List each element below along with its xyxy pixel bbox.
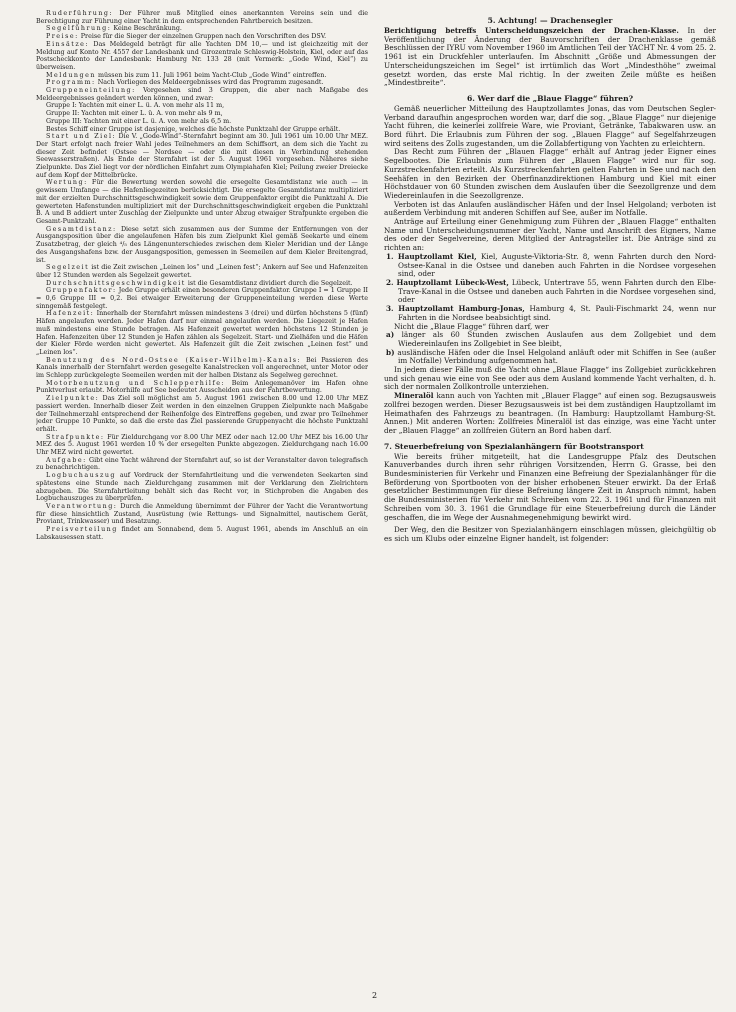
group-item: Bestes Schiff einer Gruppe ist dasjenige, welches die höchste Punktzahl der Gruppe erhält. <box>46 125 341 133</box>
section-7-para-2: Der Weg, den die Besitzer von Spezialanhängern einschlagen müssen, gleichgültig ob es sich um Klubs oder einzelne Eigner handelt, ist folgender: <box>384 525 716 543</box>
regulation-paragraph <box>36 357 368 380</box>
paragraph-text: Die V. „Gode-Wind“-Sternfahrt beginnt am 30. Juli 1961 um 10.00 Uhr MEZ. Der Start erfolgt nach freier Wahl jedes Teilnehmers an dem Schiffsort, an dem sich die Yacht zu dieser Zeit befindet (Ostsee — Nordsee — oder die mit diesen in Verbindung stehenden Seewasserstraßen). Als Ende der Sternfahrt ist der 5. August 1961 vorgesehen. Näheres siehe Zielpunkte. Das Ziel liegt vor der nördlichen Einfahrt zum Olympiahafen Kiel; Peilung zweier Dreiecke auf dem Kopf der Mittelbrücke. <box>36 133 368 179</box>
section-6-para-1: Gemäß neuerlicher Mitteilung des Hauptzollamtes Jonas, das vom Deutschen Segler-Verband daraufhin angesprochen worden war, darf die sog. „Blaue Flagge“ nur diejenige Yacht führen, die keinerlei zollfreie Ware, wie Proviant, Getränke, Tabakwaren usw. an Bord führt. Die Erlaubnis zum Führen der sog. „Blauen Flagge“ auf Segelfahrzeugen wird seitens des Zolls zugestanden, um die Zollabfertigung von Yachten zu erleichtern. <box>384 103 716 148</box>
section-6-para-3: Verboten ist das Anlaufen ausländischer Häfen und der Insel Helgoland; verboten ist außerdem Verbindung mit anderen Schiffen auf See, außer im Notfalle. <box>384 199 716 218</box>
paragraph-text: Der Führer muß Mitglied eines anerkannten Vereins sein und die Berechtigung zur Führung einer Yacht in dem entsprechenden Fahrtbereich besitzen. <box>36 10 368 25</box>
paragraph-title: Einsätze: <box>46 40 90 48</box>
regulation-paragraph <box>36 526 368 541</box>
mineraloel-lead: Mineralöl <box>394 391 434 401</box>
paragraph-text: Vorgesehen sind 3 Gruppen, die aber nach Maßgabe des Meldeergebnisses geändert werden können, und zwar: <box>36 87 368 102</box>
regulation-paragraph <box>36 310 368 356</box>
list-text: länger als 60 Stunden zwischen Auslaufen aus dem Zollgebiet und dem Wiedereinlaufen ins Zollgebiet in See bleibt, <box>398 330 716 348</box>
customs-office-list <box>384 253 716 323</box>
paragraph-title: Gesamtdistanz: <box>46 225 117 233</box>
condition-list <box>384 331 716 366</box>
paragraph-text: Nach Vorliegen des Meldeergebnisses wird das Programm zugesandt. <box>97 79 324 87</box>
list-text: Kiel, Auguste-Viktoria-Str. 8, wenn Fahrten durch den Nord-Ostsee-Kanal in die Ostsee und daneben auch Fahrten in die Nordsee vorgesehen sind, oder <box>398 251 716 279</box>
paragraph-title: Segelzeit <box>46 264 90 272</box>
regulation-paragraph <box>36 25 368 33</box>
regulation-paragraph <box>36 79 368 87</box>
section-7-para-1: Wie bereits früher mitgeteilt, hat die Landesgruppe Pfalz des Deutschen Kanuverbandes durch ihren sehr rührigen Vorsitzenden, Herrn G. Grasse, bei den Bundesministerien für Verkehr und Finanzen eine Befreiung der Spezialanhänger für die Beförderung von Sportbooten von der bisher erhobenen Steuer erwirkt. Da der Erlaß gesetzlicher Bestimmungen für diese Befreiung längere Zeit in Anspruch nimmt, haben die Bundesministerien für Verkehr mit Schreiben vom 22. 3. 1961 und für Finanzen mit Schreiben vom 30. 3. 1961 die Grundlage für eine Steuerbefreiung durch die Länder geschaffen, die im Wege der Ausnahmegenehmigung bewirkt wird. <box>384 451 716 522</box>
regulation-paragraph <box>36 395 368 434</box>
section-5-text: In der Veröffentlichung der Änderung der Bauvorschriften der Drachenklasse gemäß Beschlüssen der IYRU vom November 1960 im Amtlichen Teil der YACHT Nr. 4 vom 25. 2. 1961 ist ein Druckfehler unterlaufen. Im Abschnitt „Größe und Abmessungen der Unterscheidungszeichen im Segel“ ist irrtümlich das Wort „Mindesthöhe“ zweimal gesetzt worden, das erste Mal richtig. In der zweiten Zeile müßte es heißen „Mindestbreite“. <box>384 26 716 88</box>
regulation-paragraph <box>36 264 368 279</box>
two-column-layout <box>36 10 716 985</box>
paragraph-title: Start und Ziel: <box>46 133 117 141</box>
regulation-paragraph <box>36 133 368 179</box>
regulations-part1 <box>36 10 368 102</box>
list-number: b) <box>386 347 395 357</box>
section-6-para-7: kann auch von Yachten mit „Blauer Flagge“ auf einen sog. Bezugsausweis zollfrei bezogen werden. Dieser Bezugsausweis ist bei dem zuständigen Hauptzollamt im Heimathafen des Fahrzeugs zu beantragen. (In Hamburg: Hauptzollamt Hamburg-St. Annen.) Mit anderen Worten: Zollfreies Mineralöl ist das einzige, was eine Yacht unter der „Blauen Flagge“ an zollfreien Gütern an Bord haben darf. <box>384 391 716 435</box>
paragraph-text: Innerhalb der Sternfahrt müssen mindestens 3 (drei) und dürfen höchstens 5 (fünf) Häfen angelaufen werden. Jeder Hafen darf nur einmal angelaufen werden. Die Liegezeit je Hafen muß mindestens eine Stunde betragen. Als Hafenzeit gewertet werden höchstens 12 Stunden je Hafen. Hafenzeiten über 12 Stunden je Hafen zählen als Segelzeit. Start- und Zielhäfen und die Häfen der Kieler Förde werden nicht gewertet. Als Hafenzeit gilt die Zeit zwischen „Leinen fest“ und „Leinen los“. <box>36 310 368 356</box>
list-item <box>384 305 716 322</box>
list-item <box>384 279 716 305</box>
paragraph-title: Wertung: <box>46 179 88 187</box>
paragraph-title: Strafpunkte: <box>46 433 105 441</box>
list-number: a) <box>386 330 395 340</box>
paragraph-text: Keine Beschränkung. <box>113 25 182 33</box>
paragraph-title: Hafenzeit: <box>46 310 95 318</box>
list-item <box>384 331 716 348</box>
group-item: Gruppe II: Yachten mit einer L. ü. A. von mehr als 9 m, <box>46 110 223 118</box>
paragraph-title: Gruppeneinteilung: <box>46 87 136 95</box>
list-number: 1. <box>386 251 394 261</box>
paragraph-text: Preise für die Sieger der einzelnen Gruppen nach den Vorschriften des DSV. <box>80 33 327 41</box>
office-name: Hauptzollamt Hamburg-Jonas, <box>398 304 525 314</box>
paragraph-title: Aufgabe: <box>46 456 87 464</box>
right-column <box>384 10 716 985</box>
regulation-paragraph <box>36 226 368 265</box>
paragraph-text: Durch die Anmeldung übernimmt der Führer der Yacht die Verantwortung für diese hinsichtlich Zustand, Ausrüstung (wie Rettungs- und Signalmittel, nautischem Gerät, Proviant, Trinkwasser) und Besatzung. <box>36 503 368 526</box>
paragraph-title: Preise: <box>46 33 79 41</box>
paragraph-text: ist die Gesamtdistanz dividiert durch die Segelzeit. <box>187 279 353 287</box>
paragraph-text: müssen bis zum 11. Juli 1961 beim Yacht-Club „Gode Wind“ eintreffen. <box>97 71 327 79</box>
section-6-para-4: Anträge auf Erteilung einer Genehmigung zum Führen der „Blauen Flagge“ enthalten Name und Unterscheidungsnummer der Yacht, Name und Anschrift des Eigners, Name des oder der Segelvereine, deren Mitglied der Antragsteller ist. Die Anträge sind zu richten an: <box>384 217 716 253</box>
regulation-paragraph <box>36 10 368 25</box>
section-6-para-6: In jedem dieser Fälle muß die Yacht ohne „Blaue Flagge“ ins Zollgebiet zurückkehren und sich genau wie eine von See oder aus dem Ausland kommende Yacht verhalten, d. h. sich der normalen Zollkontrolle unterziehen. <box>384 365 716 392</box>
list-number: 2. <box>386 277 394 287</box>
paragraph-title: Ruderführung: <box>46 10 114 17</box>
paragraph-text: Diese setzt sich zusammen aus der Summe der Entfernungen von der Ausgangsposition über die angelaufenen Häfen bis zum Zielpunkt Kiel gemäß Seekarte und einem Zusatzbetrag, der gleich ⁴/₅ des Längenunterschiedes zwischen dem Kieler Meridian und der Länge des Ausgangshafens bzw. der Ausgangsposition, gemessen in Seemeilen auf dem Kieler Breitengrad, ist. <box>36 225 368 264</box>
regulation-paragraph <box>36 287 368 310</box>
section-6-para-2: Das Recht zum Führen der „Blauen Flagge“ erhält auf Antrag jeder Eigner eines Segelbootes. Die Erlaubnis zum Führen der „Blauen Flagge“ wird nur für sog. Kurzstreckenfahrten erteilt. Als Kurzstreckenfahrten gelten Fahrten in See und nach den Seehäfen in den Bezirken der Oberfinanzdirektionen Hamburg und Kiel mit einer Höchstdauer von 60 Stunden zwischen dem Auslaufen über die Seezollgrenze und dem Wiedereinlaufen in die Seezollgrenze. <box>384 147 716 200</box>
paragraph-title: Segelführung: <box>46 25 112 33</box>
paragraph-text: Das Ziel soll möglichst am 5. August 1961 zwischen 8.00 und 12.00 Uhr MEZ passiert werden. Innerhalb dieser Zeit werden in den einzelnen Gruppen Zielpunkte nach Maßgabe der Teilnehmerzahl entsprechend der Reihenfolge des Eintreffens gegeben, und zwar pro Teilnehmer jeder Gruppe 10 Punkte, so daß die erste das Ziel passierende Gruppenyacht die höchste Punktzahl erhält. <box>36 395 368 433</box>
paragraph-title: Motorbenutzung und Schlepperhilfe: <box>46 379 226 387</box>
list-number: 3. <box>386 304 394 314</box>
regulation-paragraph <box>36 179 368 225</box>
left-column <box>36 10 368 985</box>
regulation-paragraph <box>36 434 368 457</box>
paragraph-text: Bei Passieren des Kanals innerhalb der Sternfahrt werden gesegelte Kanalstrecken voll angerechnet, unter Motor oder im Schlepp zurückgelegte Seemeilen werden mit der halben Distanz als Segelweg gerechnet. <box>36 356 368 380</box>
paragraph-title: Programm: <box>46 79 96 87</box>
regulation-paragraph <box>36 33 368 41</box>
regulation-paragraph <box>36 41 368 72</box>
list-item <box>384 253 716 279</box>
paragraph-title: Benutzung des Nord-Ostsee (Kaiser-Wilhelm)-Kanals: <box>46 356 302 364</box>
paragraph-title: Meldungen <box>46 71 96 79</box>
regulation-paragraph <box>36 472 368 503</box>
list-text: Lübeck, Untertrave 55, wenn Fahrten durch den Elbe-Trave-Kanal in die Ostsee und daneben auch Fahrten in die Nordsee vorgesehen sind, oder <box>398 277 716 305</box>
paragraph-text: ist die Zeit zwischen „Leinen los“ und „Leinen fest“; Ankern auf See und Hafenzeiten über 12 Stunden werden als Segelzeit gewertet. <box>36 264 368 279</box>
list-item <box>384 349 716 366</box>
regulation-paragraph <box>36 503 368 526</box>
group-list <box>36 102 368 133</box>
group-item: Gruppe III: Yachten mit einer L. ü. A. von mehr als 6,5 m. <box>46 117 232 125</box>
section-7-title: 7. Steuerbefreiung von Spezialanhängern für Bootstransport <box>384 441 644 451</box>
paragraph-title: Zielpunkte: <box>46 395 100 403</box>
section-5-subtitle: Berichtigung betreffs Unterscheidungszeichen der Drachen-Klasse. <box>384 26 679 35</box>
regulation-paragraph <box>36 87 368 102</box>
paragraph-text: Das Meldegeld beträgt für alle Yachten DM 10,— und ist gleichzeitig mit der Meldung auf Konto Nr. 4557 der Landesbank und Girozentrale Schleswig-Holstein, Kiel, oder auf das Postscheckkonto der Landesbank: Hamburg Nr. 133 28 (mit Vermerk: „Gode Wind, Kiel“) zu überweisen. <box>36 40 368 71</box>
paragraph-title: Durchschnittsgeschwindigkeit <box>46 279 186 287</box>
paragraph-title: Gruppenfaktor: <box>46 287 117 295</box>
office-name: Hauptzollamt Lübeck-West, <box>396 277 509 287</box>
group-item: Gruppe I: Yachten mit einer L. ü. A. von mehr als 11 m, <box>46 102 225 110</box>
paragraph-text: Gibt eine Yacht während der Sternfahrt auf, so ist der Veranstalter davon telegrafisch zu benachrichtigen. <box>36 456 368 472</box>
section-6-title: 6. Wer darf die „Blaue Flagge“ führen? <box>466 93 634 103</box>
regulation-paragraph <box>36 380 368 395</box>
paragraph-title: Verantwortung: <box>46 503 118 510</box>
paragraph-title: Logbuchauszug <box>46 472 116 480</box>
list-text: Hamburg 4, St. Pauli-Fischmarkt 24, wenn nur Fahrten in die Nordsee beabsichtigt sind. <box>398 304 716 322</box>
paragraph-text: Jede Gruppe erhält einen besonderen Gruppenfaktor. Gruppe I = 1 Gruppe II = 0,6 Gruppe III = 0,2. Bei etwaiger Erweiterung der Gruppeneinteilung werden diese Werte sinngemäß festgelegt. <box>36 287 368 310</box>
paragraph-text: Beim Anlegemanöver im Hafen ohne Punktverlust erlaubt. Motorhilfe auf See bedeutet Ausscheiden aus der Fahrtbewertung. <box>36 379 368 395</box>
section-6-para-5: Nicht die „Blaue Flagge“ führen darf, wer <box>394 321 549 331</box>
paragraph-text: auf Vordruck der Sternfahrtleitung und die verwendeten Seekarten sind spätestens eine Stunde nach Zieldurchgang zusammen mit der Verklarung den Zielrichtern abzugeben. Die Sternfahrtleitung behält sich das Recht vor, in Stichproben die Angaben des Logbuchauszuges zu überprüfen. <box>36 472 368 503</box>
office-name: Hauptzollamt Kiel, <box>397 251 477 261</box>
paragraph-text: Für Zieldurchgang vor 8.00 Uhr MEZ oder nach 12.00 Uhr MEZ bis 16.00 Uhr MEZ des 5. August 1961 werden 10 % der ersegelten Punkte abgezogen. Zieldurchgang nach 16.00 Uhr MEZ wird nicht gewertet. <box>36 433 368 457</box>
regulation-paragraph <box>36 457 368 472</box>
regulations-part2 <box>36 133 368 541</box>
section-5-title: 5. Achtung! — Drachensegler <box>487 16 613 25</box>
paragraph-text: Für die Bewertung werden sowohl die ersegelte Gesamtdistanz wie auch — in gewissem Umfange — die Hafenliegezeiten berücksichtigt. Die ersegelte Gesamtdistanz multipliziert mit der erzielten Durchschnittsgeschwindigkeit sowie dem Gruppenfaktor ergibt die Punktzahl A. Die gewerteten Hafenstunden multipliziert mit der Durchschnittsgeschwindigkeit ergeben die Punktzahl B. A und B addiert unter Zuschlag der Zielpunkte und unter Abzug etwaiger Strafpunkte ergeben die Gesamt-Punktzahl. <box>36 179 368 225</box>
paragraph-title: Preisverteilung <box>46 526 118 534</box>
list-text: ausländische Häfen oder die Insel Helgoland anläuft oder mit Schiffen in See (außer im Notfalle) Verbindung aufgenommen hat. <box>397 347 716 366</box>
page-number: 2 <box>372 991 378 1000</box>
paragraph-text: findet am Sonnabend, dem 5. August 1961, abends im Anschluß an ein Labskausessen statt. <box>36 526 368 541</box>
